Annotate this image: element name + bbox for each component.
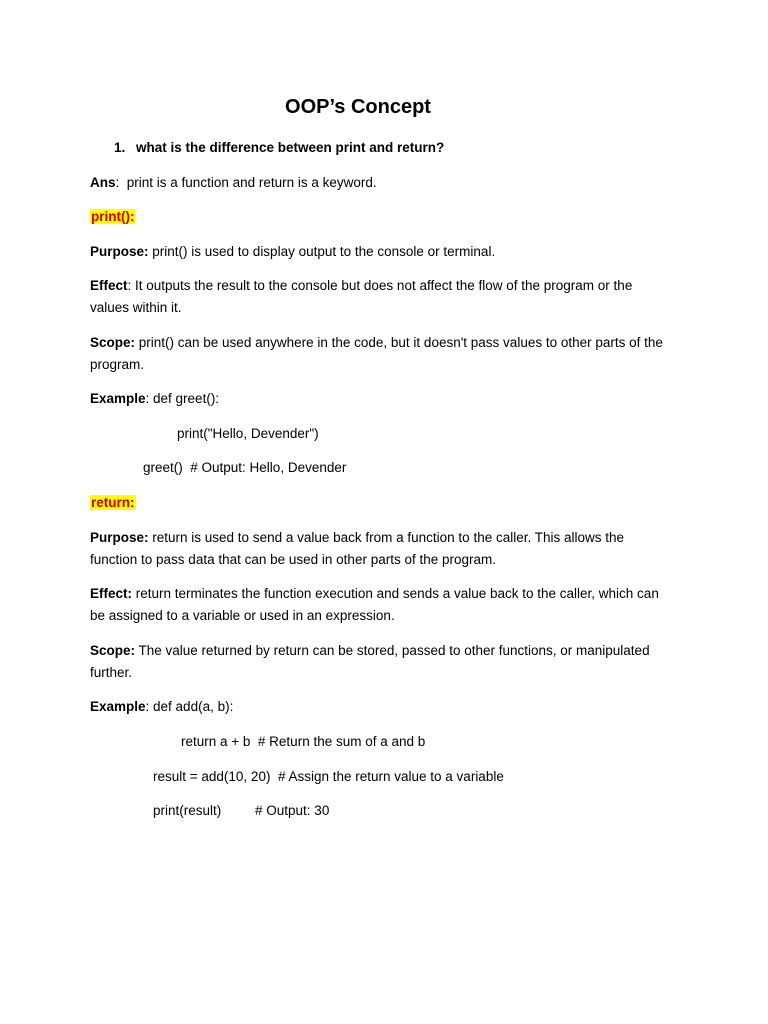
return-purpose-line-2: function to pass data that can be used in other parts of the program.: [90, 552, 497, 567]
print-scope-line-2: program.: [90, 357, 145, 372]
answer-line: [90, 172, 377, 194]
print-effect-label: Effect: [90, 278, 128, 293]
answer-text: print is a function and return is a keyword.: [126, 175, 377, 190]
print-purpose-line: [90, 241, 495, 263]
return-purpose-text: return is used to send a value back from a function to the caller. This allows the: [148, 530, 625, 545]
return-example-line: [90, 696, 233, 718]
print-heading-line: [90, 206, 135, 228]
print-example-label: Example: [90, 391, 146, 406]
question-text: what is the difference between print and return?: [136, 140, 445, 155]
return-heading: return:: [91, 495, 135, 510]
print-code-line-2: greet() # Output: Hello, Devender: [143, 460, 347, 475]
print-purpose-text: print() is used to display output to the console or terminal.: [148, 244, 496, 259]
return-effect-label: Effect:: [90, 586, 133, 601]
print-effect-line: [90, 275, 632, 297]
return-scope-line: [90, 640, 650, 662]
return-code-line-3: print(result) # Output: 30: [153, 803, 330, 818]
print-scope-text: print() can be used anywhere in the code, but it doesn't pass values to other parts of the: [135, 335, 663, 350]
print-heading: print():: [91, 209, 135, 224]
return-effect-line: [90, 583, 659, 605]
return-code-line-2: result = add(10, 20) # Assign the return value to a variable: [153, 769, 504, 784]
return-code-line-1: return a + b # Return the sum of a and b: [181, 734, 426, 749]
return-effect-text: return terminates the function execution and sends a value back to the caller, which can: [132, 586, 659, 601]
return-scope-label: Scope:: [90, 643, 136, 658]
return-purpose-line: [90, 527, 624, 549]
answer-label: Ans: [90, 175, 116, 190]
return-scope-text: The value returned by return can be stored, passed to other functions, or manipulated: [135, 643, 650, 658]
question-number: 1.: [114, 140, 126, 155]
print-purpose-label: Purpose:: [90, 244, 149, 259]
print-scope-label: Scope:: [90, 335, 136, 350]
return-example-text: : def add(a, b):: [145, 699, 234, 714]
return-scope-line-2: further.: [90, 665, 133, 680]
print-effect-text: : It outputs the result to the console but does not affect the flow of the program or the: [127, 278, 633, 293]
print-effect-line-2: values within it.: [90, 300, 182, 315]
return-example-label: Example: [90, 699, 146, 714]
print-scope-line: [90, 332, 663, 354]
return-heading-line: [90, 492, 136, 514]
print-code-line-1: print("Hello, Devender"): [177, 426, 319, 441]
document-title: OOP’s Concept: [285, 96, 431, 118]
return-effect-line-2: be assigned to a variable or used in an expression.: [90, 608, 395, 623]
answer-separator: :: [115, 175, 127, 190]
print-example-text: : def greet():: [145, 391, 220, 406]
print-example-line: [90, 388, 219, 410]
return-purpose-label: Purpose:: [90, 530, 149, 545]
